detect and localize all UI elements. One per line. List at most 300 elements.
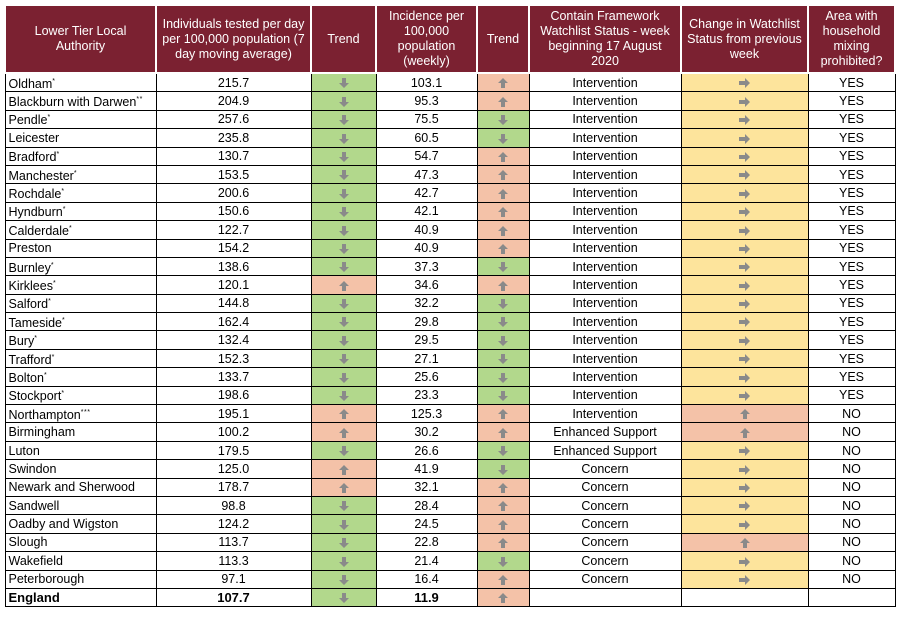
- incidence-cell: 16.4: [376, 570, 477, 588]
- tested-rate-cell: 152.3: [156, 349, 311, 367]
- arrow-right-icon: [738, 261, 752, 273]
- watchlist-status-cell: Intervention: [529, 92, 681, 110]
- mixing-prohibited-cell: YES: [808, 221, 895, 239]
- incidence-trend-cell: [477, 331, 529, 349]
- tested-rate-cell: 124.2: [156, 515, 311, 533]
- tested-rate-cell: 138.6: [156, 257, 311, 275]
- arrow-right-icon: [738, 114, 752, 126]
- mixing-prohibited-cell: YES: [808, 349, 895, 367]
- arrow-down-icon: [496, 133, 510, 145]
- status-change-cell: [681, 478, 808, 496]
- tested-trend-cell: [311, 313, 376, 331]
- authority-cell: [5, 257, 156, 275]
- tested-rate-cell: 235.8: [156, 129, 311, 147]
- arrow-right-icon: [738, 225, 752, 237]
- tested-rate-cell: 154.2: [156, 239, 311, 257]
- tested-rate-cell: 257.6: [156, 110, 311, 128]
- incidence-trend-cell: [477, 423, 529, 441]
- tested-rate-cell: 97.1: [156, 570, 311, 588]
- tested-trend-cell: [311, 276, 376, 294]
- table-row: [5, 552, 895, 570]
- authority-name: Hyndburn: [8, 205, 63, 220]
- status-change-cell: [681, 73, 808, 92]
- status-change-cell: [681, 441, 808, 459]
- tested-rate-cell: 162.4: [156, 313, 311, 331]
- watchlist-status-cell: Concern: [529, 496, 681, 514]
- arrow-down-icon: [337, 445, 351, 457]
- total-row: [5, 588, 895, 606]
- tested-trend-cell: [311, 349, 376, 367]
- tested-rate-cell: 150.6: [156, 202, 311, 220]
- authority-cell: [5, 515, 156, 533]
- incidence-trend-cell: [477, 313, 529, 331]
- incidence-trend-cell: [477, 496, 529, 514]
- incidence-trend-cell: [477, 110, 529, 128]
- total-tested-trend-cell: [311, 588, 376, 606]
- table-row: [5, 368, 895, 386]
- arrow-right-icon: [738, 169, 752, 181]
- footnote-mark: *: [43, 371, 48, 379]
- incidence-cell: 28.4: [376, 496, 477, 514]
- incidence-trend-cell: [477, 405, 529, 423]
- mixing-prohibited-cell: YES: [808, 147, 895, 165]
- authority-name: Northampton: [8, 407, 81, 422]
- watchlist-status-cell: Intervention: [529, 147, 681, 165]
- arrow-up-icon: [496, 482, 510, 494]
- incidence-cell: 29.5: [376, 331, 477, 349]
- arrow-down-icon: [337, 390, 351, 402]
- table-row: [5, 276, 895, 294]
- arrow-down-icon: [496, 114, 510, 126]
- arrow-right-icon: [738, 298, 752, 310]
- authority-name: Swindon: [8, 461, 57, 476]
- authority-name: Sandwell: [8, 498, 60, 513]
- watchlist-status-cell: Concern: [529, 570, 681, 588]
- incidence-trend-cell: [477, 73, 529, 92]
- table-row: [5, 478, 895, 496]
- mixing-prohibited-cell: NO: [808, 423, 895, 441]
- authority-name: Kirklees: [8, 278, 53, 293]
- header-incidence: Incidence per 100,000 population (weekly): [376, 5, 477, 73]
- arrow-down-icon: [496, 316, 510, 328]
- arrow-down-icon: [496, 298, 510, 310]
- table-row: [5, 147, 895, 165]
- tested-rate-cell: 132.4: [156, 331, 311, 349]
- mixing-prohibited-cell: YES: [808, 313, 895, 331]
- arrow-down-icon: [496, 445, 510, 457]
- table-row: [5, 202, 895, 220]
- arrow-right-icon: [738, 335, 752, 347]
- mixing-prohibited-cell: NO: [808, 478, 895, 496]
- arrow-right-icon: [738, 151, 752, 163]
- tested-rate-cell: 100.2: [156, 423, 311, 441]
- watchlist-status-cell: Intervention: [529, 331, 681, 349]
- tested-rate-cell: 133.7: [156, 368, 311, 386]
- footnote-mark: *: [61, 188, 65, 196]
- incidence-cell: 21.4: [376, 552, 477, 570]
- arrow-down-icon: [337, 574, 351, 586]
- arrow-down-icon: [337, 500, 351, 512]
- watchlist-table: [4, 4, 896, 607]
- tested-rate-cell: 215.7: [156, 73, 311, 92]
- authority-cell: [5, 423, 156, 441]
- incidence-cell: 32.2: [376, 294, 477, 312]
- status-change-cell: [681, 460, 808, 478]
- authority-name: Rochdale: [8, 187, 62, 202]
- header-authority: Lower Tier Local Authority: [5, 5, 156, 73]
- tested-trend-cell: [311, 423, 376, 441]
- authority-cell: [5, 349, 156, 367]
- total-incidence-cell: 11.9: [376, 588, 477, 606]
- watchlist-status-cell: Intervention: [529, 313, 681, 331]
- arrow-down-icon: [337, 372, 351, 384]
- authority-cell: [5, 460, 156, 478]
- header-row: [5, 5, 895, 73]
- authority-name: Manchester: [8, 168, 74, 183]
- authority-name: Salford: [8, 297, 49, 312]
- status-change-cell: [681, 533, 808, 551]
- arrow-up-icon: [738, 427, 752, 439]
- mixing-prohibited-cell: YES: [808, 331, 895, 349]
- watchlist-status-cell: Intervention: [529, 110, 681, 128]
- watchlist-status-cell: Intervention: [529, 257, 681, 275]
- mixing-prohibited-cell: YES: [808, 202, 895, 220]
- arrow-up-icon: [496, 280, 510, 292]
- tested-trend-cell: [311, 202, 376, 220]
- authority-cell: [5, 496, 156, 514]
- incidence-trend-cell: [477, 239, 529, 257]
- header-tested: Individuals tested per day per 100,000 population (7 day moving average): [156, 5, 311, 73]
- arrow-up-icon: [496, 188, 510, 200]
- incidence-trend-cell: [477, 460, 529, 478]
- arrow-down-icon: [496, 335, 510, 347]
- incidence-cell: 41.9: [376, 460, 477, 478]
- arrow-down-icon: [337, 519, 351, 531]
- tested-rate-cell: 98.8: [156, 496, 311, 514]
- tested-trend-cell: [311, 165, 376, 183]
- status-change-cell: [681, 221, 808, 239]
- arrow-up-icon: [337, 408, 351, 420]
- watchlist-status-cell: Concern: [529, 460, 681, 478]
- table-row: [5, 257, 895, 275]
- mixing-prohibited-cell: YES: [808, 239, 895, 257]
- incidence-cell: 27.1: [376, 349, 477, 367]
- tested-trend-cell: [311, 239, 376, 257]
- status-change-cell: [681, 239, 808, 257]
- authority-name: Birmingham: [8, 425, 76, 440]
- incidence-trend-cell: [477, 202, 529, 220]
- tested-trend-cell: [311, 552, 376, 570]
- arrow-down-icon: [337, 188, 351, 200]
- tested-trend-cell: [311, 184, 376, 202]
- mixing-prohibited-cell: NO: [808, 441, 895, 459]
- authority-cell: [5, 239, 156, 257]
- mixing-prohibited-cell: NO: [808, 515, 895, 533]
- incidence-cell: 34.6: [376, 276, 477, 294]
- mixing-prohibited-cell: NO: [808, 496, 895, 514]
- total-status-cell: [529, 588, 681, 606]
- table-row: [5, 496, 895, 514]
- status-change-cell: [681, 110, 808, 128]
- watchlist-status-cell: Intervention: [529, 294, 681, 312]
- header-trend-incidence: Trend: [477, 5, 529, 73]
- arrow-down-icon: [337, 537, 351, 549]
- header-status-change: Change in Watchlist Status from previous week: [681, 5, 808, 73]
- mixing-prohibited-cell: YES: [808, 184, 895, 202]
- status-change-cell: [681, 92, 808, 110]
- table-row: [5, 533, 895, 551]
- footnote-mark: *: [51, 353, 55, 361]
- arrow-down-icon: [337, 206, 351, 218]
- watchlist-status-cell: Intervention: [529, 405, 681, 423]
- incidence-trend-cell: [477, 257, 529, 275]
- authority-name: Oldham: [8, 76, 53, 91]
- table-row: [5, 460, 895, 478]
- incidence-cell: 95.3: [376, 92, 477, 110]
- arrow-right-icon: [738, 574, 752, 586]
- authority-name: Burnley: [8, 260, 51, 275]
- incidence-cell: 54.7: [376, 147, 477, 165]
- arrow-up-icon: [337, 482, 351, 494]
- tested-rate-cell: 195.1: [156, 405, 311, 423]
- tested-trend-cell: [311, 294, 376, 312]
- tested-trend-cell: [311, 460, 376, 478]
- tested-rate-cell: 113.3: [156, 552, 311, 570]
- status-change-cell: [681, 515, 808, 533]
- incidence-cell: 103.1: [376, 73, 477, 92]
- status-change-cell: [681, 294, 808, 312]
- incidence-trend-cell: [477, 368, 529, 386]
- arrow-up-icon: [496, 77, 510, 89]
- mixing-prohibited-cell: YES: [808, 294, 895, 312]
- tested-rate-cell: 120.1: [156, 276, 311, 294]
- mixing-prohibited-cell: NO: [808, 405, 895, 423]
- arrow-up-icon: [337, 427, 351, 439]
- mixing-prohibited-cell: YES: [808, 386, 895, 404]
- footnote-mark: *: [73, 169, 78, 177]
- status-change-cell: [681, 276, 808, 294]
- authority-name: Stockport: [8, 389, 62, 404]
- incidence-trend-cell: [477, 276, 529, 294]
- footnote-mark: *: [50, 261, 55, 269]
- authority-name: Preston: [8, 241, 52, 256]
- authority-cell: [5, 313, 156, 331]
- footnote-mark: ***: [80, 408, 91, 416]
- incidence-trend-cell: [477, 92, 529, 110]
- authority-cell: [5, 441, 156, 459]
- total-change-cell: [681, 588, 808, 606]
- watchlist-status-cell: Intervention: [529, 386, 681, 404]
- tested-rate-cell: 130.7: [156, 147, 311, 165]
- tested-trend-cell: [311, 73, 376, 92]
- header-trend-tested: Trend: [311, 5, 376, 73]
- tested-trend-cell: [311, 331, 376, 349]
- tested-rate-cell: 113.7: [156, 533, 311, 551]
- table-body: [5, 73, 895, 607]
- total-mixing-cell: [808, 588, 895, 606]
- authority-name: Wakefield: [8, 553, 63, 568]
- table-row: [5, 294, 895, 312]
- arrow-down-icon: [337, 353, 351, 365]
- authority-cell: [5, 92, 156, 110]
- tested-rate-cell: 153.5: [156, 165, 311, 183]
- tested-trend-cell: [311, 257, 376, 275]
- mixing-prohibited-cell: YES: [808, 368, 895, 386]
- authority-cell: [5, 552, 156, 570]
- authority-cell: [5, 331, 156, 349]
- watchlist-status-cell: Intervention: [529, 349, 681, 367]
- table-row: [5, 423, 895, 441]
- arrow-right-icon: [738, 500, 752, 512]
- mixing-prohibited-cell: YES: [808, 276, 895, 294]
- arrow-right-icon: [738, 519, 752, 531]
- arrow-up-icon: [337, 464, 351, 476]
- arrow-right-icon: [738, 353, 752, 365]
- status-change-cell: [681, 331, 808, 349]
- incidence-cell: 37.3: [376, 257, 477, 275]
- arrow-down-icon: [496, 372, 510, 384]
- arrow-right-icon: [738, 280, 752, 292]
- table-row: [5, 110, 895, 128]
- watchlist-status-cell: Intervention: [529, 221, 681, 239]
- authority-cell: [5, 570, 156, 588]
- table-row: [5, 405, 895, 423]
- incidence-trend-cell: [477, 294, 529, 312]
- incidence-trend-cell: [477, 129, 529, 147]
- watchlist-status-cell: Concern: [529, 533, 681, 551]
- authority-cell: [5, 165, 156, 183]
- incidence-trend-cell: [477, 147, 529, 165]
- arrow-up-icon: [496, 574, 510, 586]
- incidence-cell: 29.8: [376, 313, 477, 331]
- status-change-cell: [681, 313, 808, 331]
- incidence-cell: 60.5: [376, 129, 477, 147]
- table-row: [5, 331, 895, 349]
- tested-trend-cell: [311, 147, 376, 165]
- authority-cell: [5, 368, 156, 386]
- arrow-right-icon: [738, 390, 752, 402]
- arrow-down-icon: [496, 556, 510, 568]
- arrow-right-icon: [738, 372, 752, 384]
- table-row: [5, 515, 895, 533]
- incidence-trend-cell: [477, 533, 529, 551]
- status-change-cell: [681, 496, 808, 514]
- header-mixing-prohibited: Area with household mixing prohibited?: [808, 5, 895, 73]
- incidence-trend-cell: [477, 349, 529, 367]
- tested-rate-cell: 144.8: [156, 294, 311, 312]
- arrow-down-icon: [337, 151, 351, 163]
- footnote-mark: *: [62, 316, 66, 324]
- incidence-cell: 32.1: [376, 478, 477, 496]
- incidence-trend-cell: [477, 184, 529, 202]
- footnote-mark: *: [52, 279, 57, 287]
- incidence-trend-cell: [477, 386, 529, 404]
- authority-name: Bradford: [8, 150, 57, 165]
- incidence-trend-cell: [477, 165, 529, 183]
- arrow-right-icon: [738, 464, 752, 476]
- arrow-down-icon: [337, 133, 351, 145]
- incidence-cell: 42.1: [376, 202, 477, 220]
- tested-trend-cell: [311, 110, 376, 128]
- arrow-up-icon: [496, 243, 510, 255]
- watchlist-status-cell: Enhanced Support: [529, 423, 681, 441]
- authority-name: Peterborough: [8, 572, 85, 587]
- authority-name: Trafford: [8, 352, 52, 367]
- watchlist-status-cell: Intervention: [529, 368, 681, 386]
- table-row: [5, 441, 895, 459]
- status-change-cell: [681, 184, 808, 202]
- incidence-cell: 24.5: [376, 515, 477, 533]
- mixing-prohibited-cell: YES: [808, 129, 895, 147]
- incidence-cell: 75.5: [376, 110, 477, 128]
- arrow-down-icon: [496, 464, 510, 476]
- arrow-down-icon: [337, 96, 351, 108]
- authority-cell: [5, 405, 156, 423]
- authority-name: Bolton: [8, 370, 44, 385]
- footnote-mark: *: [47, 114, 51, 122]
- status-change-cell: [681, 129, 808, 147]
- arrow-down-icon: [496, 261, 510, 273]
- authority-cell: [5, 533, 156, 551]
- tested-trend-cell: [311, 92, 376, 110]
- footnote-mark: *: [52, 77, 56, 85]
- authority-cell: [5, 129, 156, 147]
- authority-cell: [5, 202, 156, 220]
- incidence-trend-cell: [477, 515, 529, 533]
- authority-name: Leicester: [8, 130, 60, 145]
- arrow-down-icon: [337, 335, 351, 347]
- tested-trend-cell: [311, 496, 376, 514]
- arrow-down-icon: [337, 592, 351, 604]
- status-change-cell: [681, 349, 808, 367]
- mixing-prohibited-cell: NO: [808, 533, 895, 551]
- tested-rate-cell: 178.7: [156, 478, 311, 496]
- authority-cell: [5, 110, 156, 128]
- arrow-down-icon: [337, 243, 351, 255]
- footnote-mark: *: [48, 298, 52, 306]
- authority-name: Bury: [8, 334, 35, 349]
- incidence-cell: 42.7: [376, 184, 477, 202]
- arrow-up-icon: [496, 500, 510, 512]
- footnote-mark: *: [34, 335, 38, 343]
- arrow-right-icon: [738, 482, 752, 494]
- watchlist-status-cell: Intervention: [529, 184, 681, 202]
- mixing-prohibited-cell: YES: [808, 92, 895, 110]
- mixing-prohibited-cell: YES: [808, 257, 895, 275]
- table-row: [5, 129, 895, 147]
- mixing-prohibited-cell: YES: [808, 165, 895, 183]
- tested-trend-cell: [311, 570, 376, 588]
- total-name-cell: England: [5, 588, 156, 606]
- arrow-up-icon: [496, 427, 510, 439]
- arrow-up-icon: [337, 280, 351, 292]
- tested-trend-cell: [311, 221, 376, 239]
- arrow-down-icon: [337, 556, 351, 568]
- watchlist-status-cell: Intervention: [529, 276, 681, 294]
- authority-cell: [5, 184, 156, 202]
- table-row: [5, 239, 895, 257]
- arrow-up-icon: [496, 537, 510, 549]
- table-row: [5, 221, 895, 239]
- table-row: [5, 184, 895, 202]
- table-row: [5, 92, 895, 110]
- tested-rate-cell: 179.5: [156, 441, 311, 459]
- footnote-mark: **: [136, 96, 143, 104]
- tested-trend-cell: [311, 533, 376, 551]
- arrow-down-icon: [337, 298, 351, 310]
- arrow-down-icon: [496, 390, 510, 402]
- authority-cell: [5, 478, 156, 496]
